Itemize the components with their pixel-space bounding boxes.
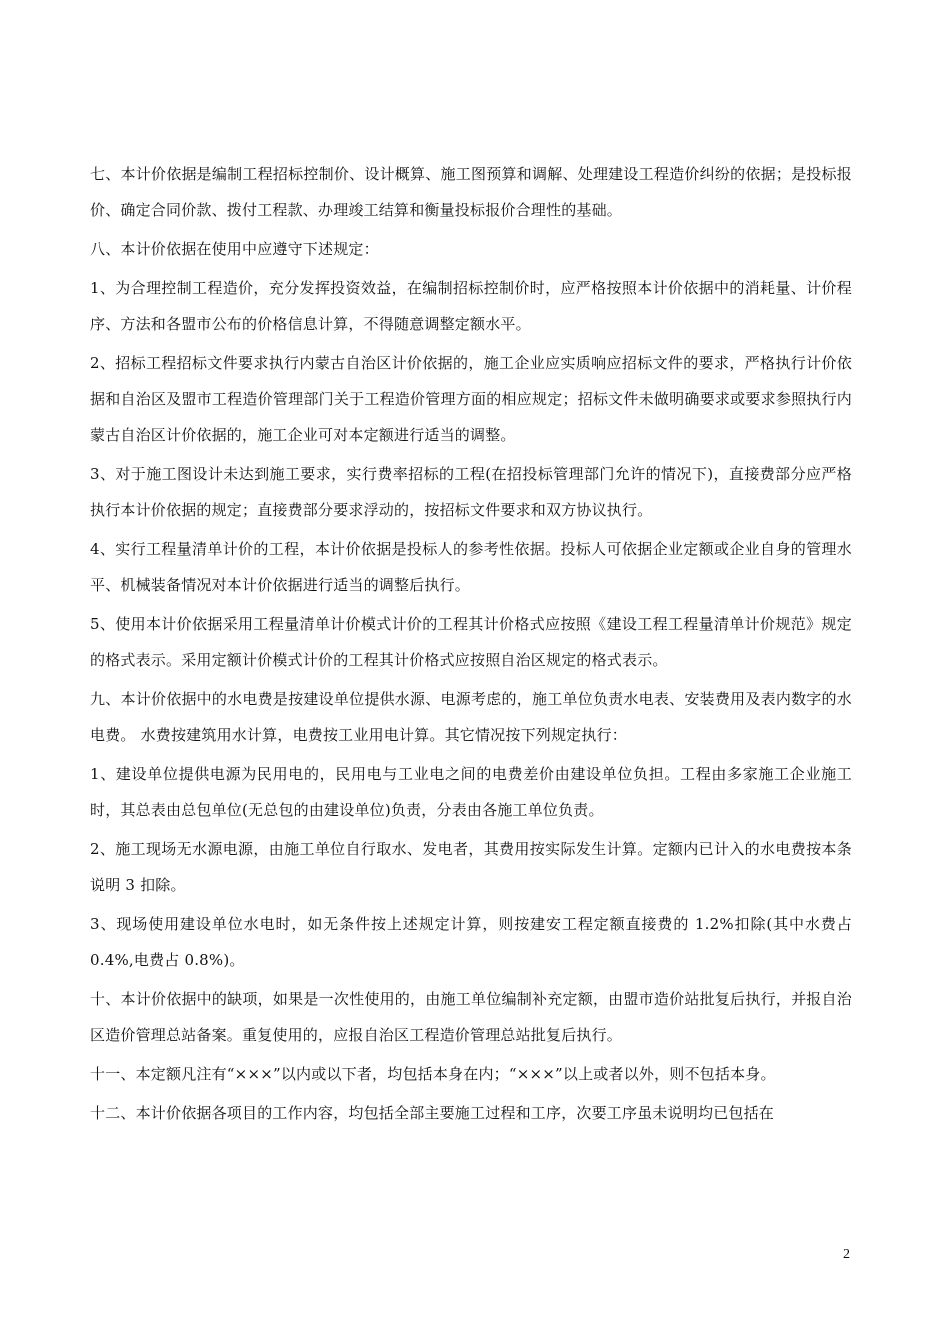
paragraph-8-item-5: 5、使用本计价依据采用工程量清单计价模式计价的工程其计价格式应按照《建设工程工程量清单计价规范》规定的格式表示。采用定额计价模式计价的工程其计价格式应按照自治区规定的格式表示。 <box>90 615 852 669</box>
paragraph-9-item-3: 3、现场使用建设单位水电时，如无条件按上述规定计算，则按建安工程定额直接费的 1.2%扣除(其中水费占 0.4%,电费占 0.8%)。 <box>90 915 852 969</box>
paragraph-11: 十一、本定额凡注有“×××”以内或以下者，均包括本身在内；“×××”以上或者以外，则不包括本身。 <box>90 1065 776 1083</box>
paragraph-8-item-2: 2、招标工程招标文件要求执行内蒙古自治区计价依据的，施工企业应实质响应招标文件的要求，严格执行计价依据和自治区及盟市工程造价管理部门关于工程造价管理方面的相应规定；招标文件未做明确要求或要求参照执行内蒙古自治区计价依据的，施工企业可对本定额进行适当的调整。 <box>90 354 852 444</box>
paragraph-12: 十二、本计价依据各项目的工作内容，均包括全部主要施工过程和工序，次要工序虽未说明均已包括在 <box>90 1104 775 1122</box>
page-number: 2 <box>843 1247 850 1262</box>
paragraph-10: 十、本计价依据中的缺项，如果是一次性使用的，由施工单位编制补充定额，由盟市造价站批复后执行，并报自治区造价管理总站备案。重复使用的，应报自治区工程造价管理总站批复后执行。 <box>90 990 852 1044</box>
paragraph-9: 九、本计价依据中的水电费是按建设单位提供水源、电源考虑的，施工单位负责水电表、安装费用及表内数字的水电费。 水费按建筑用水计算，电费按工业用电计算。其它情况按下列规定执行： <box>90 690 852 744</box>
document-body <box>90 156 852 1134</box>
paragraph-9-item-1: 1、建设单位提供电源为民用电的，民用电与工业电之间的电费差价由建设单位负担。工程由多家施工企业施工时，其总表由总包单位(无总包的由建设单位)负责，分表由各施工单位负责。 <box>90 765 852 819</box>
paragraph-8: 八、本计价依据在使用中应遵守下述规定： <box>90 240 379 258</box>
paragraph-8-item-3: 3、对于施工图设计未达到施工要求，实行费率招标的工程(在招投标管理部门允许的情况下)，直接费部分应严格执行本计价依据的规定；直接费部分要求浮动的，按招标文件要求和双方协议执行。 <box>90 465 852 519</box>
paragraph-9-item-2: 2、施工现场无水源电源，由施工单位自行取水、发电者，其费用按实际发生计算。定额内已计入的水电费按本条说明 3 扣除。 <box>90 840 852 894</box>
paragraph-8-item-1: 1、为合理控制工程造价，充分发挥投资效益，在编制招标控制价时，应严格按照本计价依据中的消耗量、计价程序、方法和各盟市公布的价格信息计算，不得随意调整定额水平。 <box>90 279 852 333</box>
paragraph-7: 七、本计价依据是编制工程招标控制价、设计概算、施工图预算和调解、处理建设工程造价纠纷的依据；是投标报价、确定合同价款、拨付工程款、办理竣工结算和衡量投标报价合理性的基础。 <box>90 165 852 219</box>
paragraph-8-item-4: 4、实行工程量清单计价的工程，本计价依据是投标人的参考性依据。投标人可依据企业定额或企业自身的管理水平、机械装备情况对本计价依据进行适当的调整后执行。 <box>90 540 852 594</box>
